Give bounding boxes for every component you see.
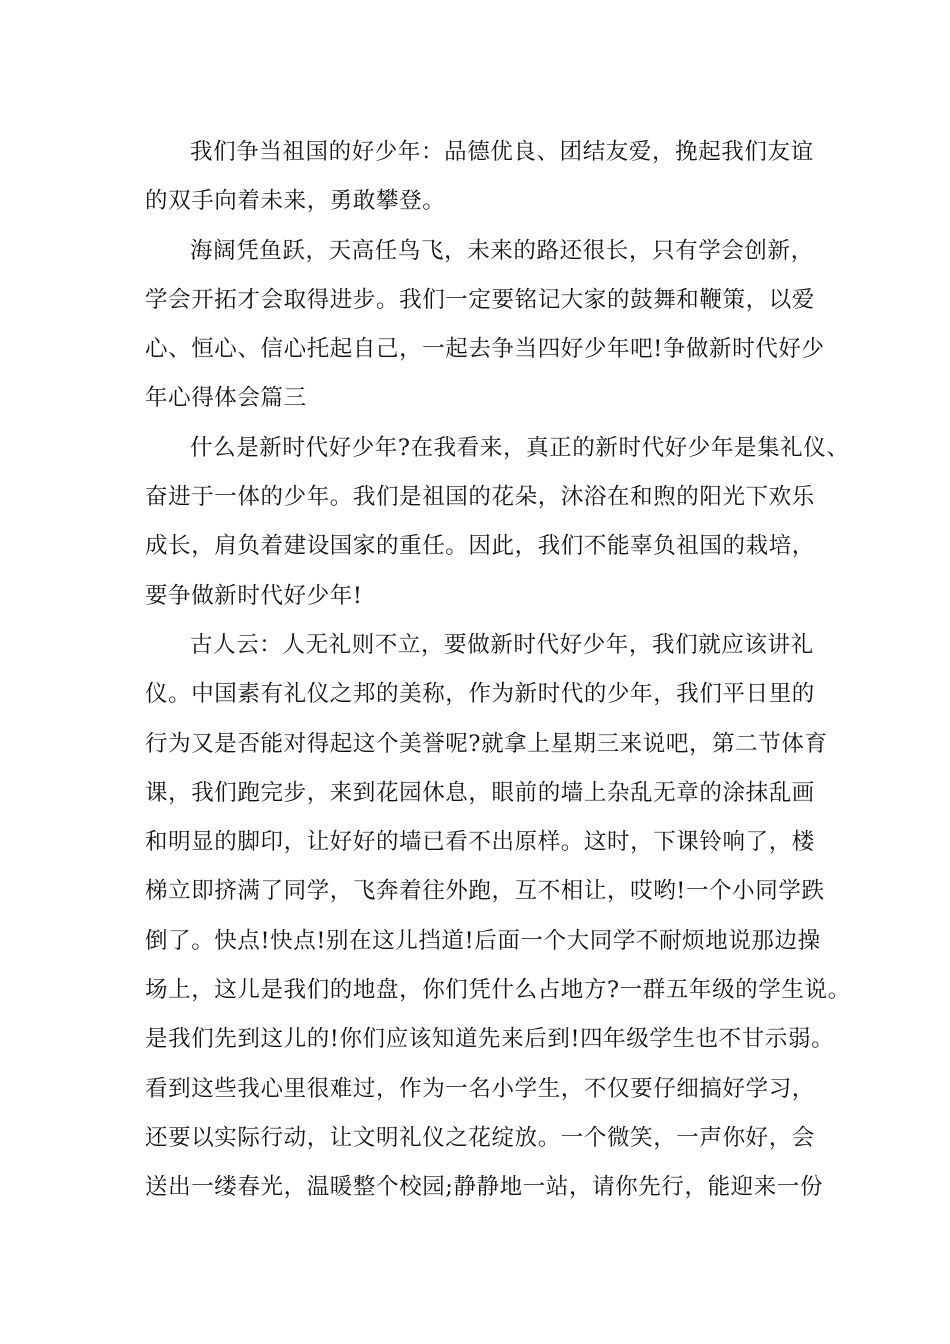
text-line: 我们争当祖国的好少年：品德优良、团结友爱，挽起我们友谊 xyxy=(190,139,814,165)
paragraph-1 xyxy=(145,128,825,227)
document-body xyxy=(145,128,851,1213)
text-line: 课，我们跑完步，来到花园休息，眼前的墙上杂乱无章的涂抹乱画 xyxy=(145,779,815,806)
text-line: 和明显的脚印，让好好的墙已看不出原样。这时，下课铃响了，楼 xyxy=(145,829,815,856)
text-line: 学会开拓才会取得进步。我们一定要铭记大家的鼓舞和鞭策，以爱 xyxy=(145,286,815,313)
text-line: 场上，这儿是我们的地盘，你们凭什么占地方?一群五年级的学生说。 xyxy=(145,977,851,1004)
text-line: 古人云：人无礼则不立，要做新时代好少年，我们就应该讲礼 xyxy=(190,631,814,658)
text-line: 奋进于一体的少年。我们是祖国的花朵，沐浴在和煦的阳光下欢乐 xyxy=(145,484,815,511)
text-line: 海阔凭鱼跃，天高任鸟飞，未来的路还很长，只有学会创新， xyxy=(190,237,814,264)
text-line: 梯立即挤满了同学，飞奔着往外跑，互不相让，哎哟!一个小同学跌 xyxy=(145,878,825,905)
text-line: 成长，肩负着建设国家的重任。因此，我们不能辜负祖国的栽培， xyxy=(145,533,815,560)
text-line: 的双手向着未来，勇敢攀登。 xyxy=(145,188,446,215)
text-line: 倒了。快点!快点!别在这儿挡道!后面一个大同学不耐烦地说那边操 xyxy=(145,927,821,954)
text-line: 仪。中国素有礼仪之邦的美称，作为新时代的少年，我们平日里的 xyxy=(145,681,815,708)
text-line: 看到这些我心里很难过，作为一名小学生，不仅要仔细搞好学习， xyxy=(145,1075,815,1102)
paragraph-2 xyxy=(145,227,825,424)
text-line: 心、恒心、信心托起自己，一起去争当四好少年吧!争做新时代好少 xyxy=(145,336,825,363)
text-line: 年心得体会篇三 xyxy=(145,385,307,412)
text-line: 行为又是否能对得起这个美誉呢?就拿上星期三来说吧，第二节体育 xyxy=(145,730,828,757)
paragraph-3 xyxy=(145,424,850,621)
text-line: 送出一缕春光，温暖整个校园;静静地一站，请你先行，能迎来一份 xyxy=(145,1174,824,1201)
text-line: 要争做新时代好少年! xyxy=(145,582,363,609)
text-line: 还要以实际行动，让文明礼仪之花绽放。一个微笑，一声你好，会 xyxy=(145,1124,815,1151)
paragraph-4 xyxy=(145,621,851,1213)
text-line: 是我们先到这儿的!你们应该知道先来后到!四年级学生也不甘示弱。 xyxy=(145,1026,835,1053)
text-line: 什么是新时代好少年?在我看来，真正的新时代好少年是集礼仪、 xyxy=(190,434,850,461)
